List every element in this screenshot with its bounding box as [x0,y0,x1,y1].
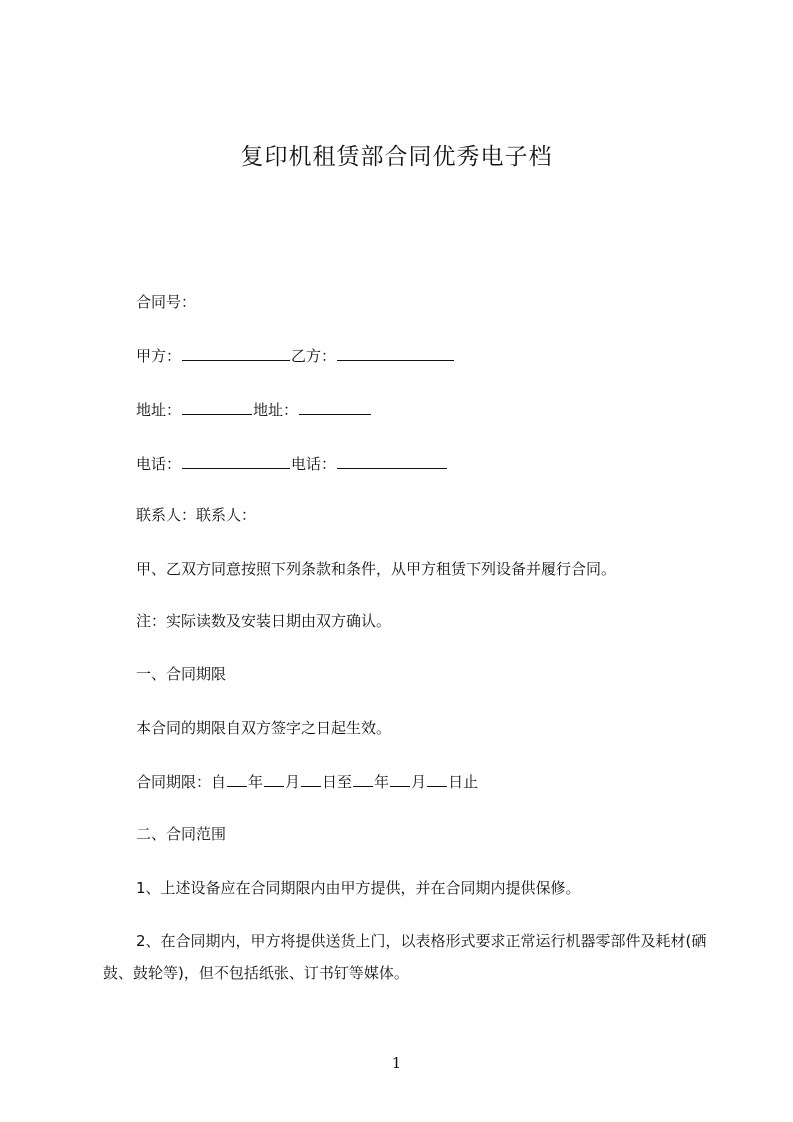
address-b-blank [299,398,371,415]
section-2-heading: 二、合同范围 [136,825,227,843]
address-line [136,398,372,421]
section-1-heading: 一、合同期限 [136,665,227,683]
agreement-text: 甲、乙双方同意按照下列条款和条件，从甲方租赁下列设备并履行合同。 [136,560,617,578]
period-blank [301,770,321,787]
contract-period-line [136,770,478,793]
period-blank [390,770,410,787]
phone-line [136,452,448,475]
phone-b-blank [337,452,447,469]
contacts-line: 联系人：联系人： [136,506,257,524]
section-1-text: 本合同的期限自双方签字之日起生效。 [136,719,392,737]
party-a-blank [182,344,290,361]
document-title: 复印机租赁部合同优秀电子档 [240,144,553,170]
address-a-label: 地址： [136,401,182,419]
period-blank [227,770,247,787]
page-number: 1 [391,1054,402,1072]
address-a-blank [182,398,252,415]
phone-b-label: 电话： [291,455,337,473]
period-year-1: 年 [248,773,264,791]
period-day-1: 日至 [322,773,353,791]
clause-1: 1、上述设备应在合同期限内由甲方提供，并在合同期内提供保修。 [136,879,581,897]
party-b-blank [337,344,454,361]
parties-line [136,344,455,367]
period-day-2: 日止 [448,773,479,791]
period-blank [264,770,284,787]
contract-number-label: 合同号： [136,293,197,311]
period-year-2: 年 [374,773,390,791]
period-label: 合同期限：自 [136,773,227,791]
phone-a-label: 电话： [136,455,182,473]
period-blank [353,770,373,787]
period-month-2: 月 [411,773,427,791]
period-blank [427,770,447,787]
contract-number-line [136,291,196,313]
phone-a-blank [182,452,290,469]
clause-2: 2、在合同期内，甲方将提供送货上门，以表格形式要求正常运行机器零部件及耗材(硒鼓、鼓轮等)，但不包括纸张、订书钉等媒体。 [103,932,707,982]
party-a-label: 甲方： [136,347,182,365]
address-b-label: 地址： [253,401,299,419]
period-month-1: 月 [285,773,301,791]
note-text: 注：实际读数及安装日期由双方确认。 [136,612,392,630]
party-b-label: 乙方： [291,347,337,365]
